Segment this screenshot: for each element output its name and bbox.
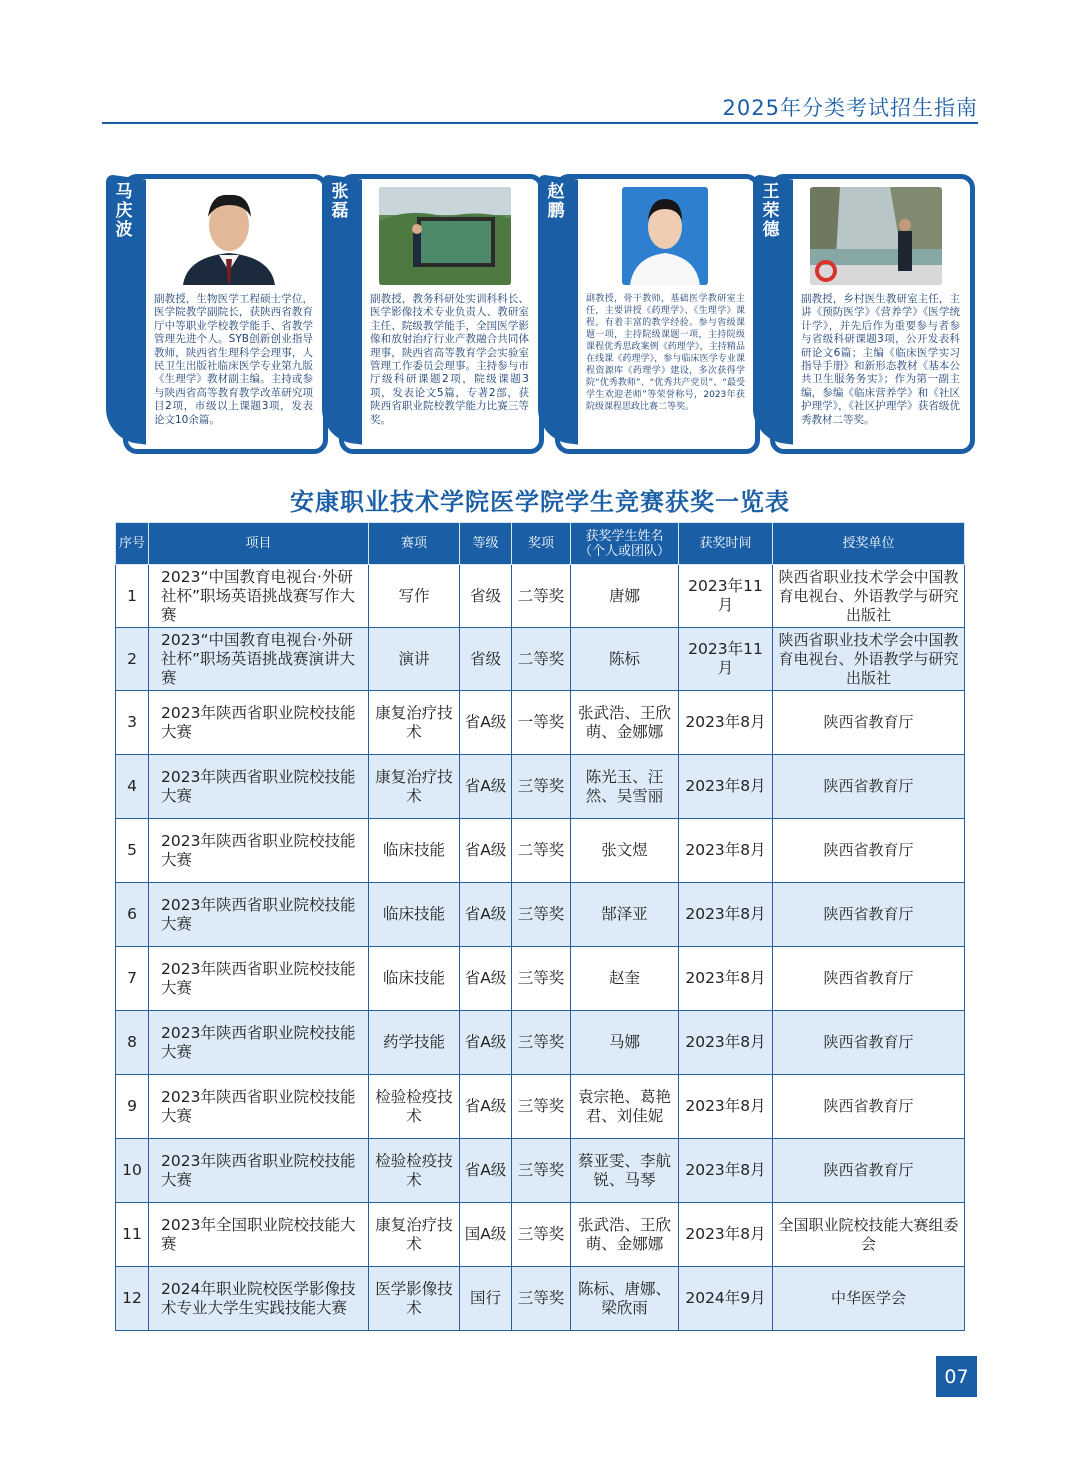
row-number: 1	[116, 565, 149, 628]
row-number: 6	[116, 883, 149, 947]
award-cell: 三等奖	[512, 947, 571, 1011]
header-title: 2025年分类考试招生指南	[722, 96, 978, 120]
event-cell: 检验检疫技术	[369, 1075, 460, 1139]
project-cell: 2023年陕西省职业院校技能大赛	[149, 819, 369, 883]
table-row	[116, 755, 965, 819]
level-cell: 省级	[460, 628, 512, 691]
project-cell: 2023“中国教育电视台·外研社杯”职场英语挑战赛演讲大赛	[149, 628, 369, 691]
row-number: 3	[116, 691, 149, 755]
table-row	[116, 947, 965, 1011]
project-cell: 2023年陕西省职业院校技能大赛	[149, 1011, 369, 1075]
unit-cell: 中华医学会	[773, 1267, 965, 1331]
level-cell: 省A级	[460, 1139, 512, 1203]
faculty-photo	[163, 187, 295, 285]
students-cell: 张文煜	[571, 819, 679, 883]
unit-cell: 陕西省教育厅	[773, 691, 965, 755]
row-number: 2	[116, 628, 149, 691]
unit-cell: 陕西省教育厅	[773, 1139, 965, 1203]
table-row	[116, 1075, 965, 1139]
row-number: 11	[116, 1203, 149, 1267]
award-cell: 二等奖	[512, 628, 571, 691]
header-cell: 序号	[116, 523, 149, 565]
level-cell: 国A级	[460, 1203, 512, 1267]
faculty-photo	[379, 187, 511, 285]
table-row	[116, 628, 965, 691]
faculty-photo	[622, 187, 708, 285]
header-cell: 项目	[149, 523, 369, 565]
header-cell: 奖项	[512, 523, 571, 565]
time-cell: 2023年8月	[679, 1203, 773, 1267]
row-number: 7	[116, 947, 149, 1011]
students-cell: 陈标	[571, 628, 679, 691]
level-cell: 国行	[460, 1267, 512, 1331]
event-cell: 康复治疗技术	[369, 691, 460, 755]
faculty-name: 赵鹏	[547, 182, 565, 221]
students-cell: 马娜	[571, 1011, 679, 1075]
header-cell: 等级	[460, 523, 512, 565]
level-cell: 省A级	[460, 1075, 512, 1139]
time-cell: 2023年8月	[679, 883, 773, 947]
event-cell: 写作	[369, 565, 460, 628]
students-cell: 唐娜	[571, 565, 679, 628]
award-cell: 三等奖	[512, 1139, 571, 1203]
unit-cell: 陕西省教育厅	[773, 819, 965, 883]
unit-cell: 陕西省职业技术学会中国教育电视台、外语教学与研究出版社	[773, 565, 965, 628]
unit-cell: 陕西省教育厅	[773, 947, 965, 1011]
award-cell: 二等奖	[512, 565, 571, 628]
unit-cell: 陕西省教育厅	[773, 883, 965, 947]
level-cell: 省级	[460, 565, 512, 628]
unit-cell: 陕西省教育厅	[773, 1075, 965, 1139]
project-cell: 2023年陕西省职业院校技能大赛	[149, 883, 369, 947]
unit-cell: 陕西省职业技术学会中国教育电视台、外语教学与研究出版社	[773, 628, 965, 691]
event-cell: 医学影像技术	[369, 1267, 460, 1331]
faculty-card	[547, 174, 760, 454]
project-cell: 2023年陕西省职业院校技能大赛	[149, 947, 369, 1011]
unit-cell: 陕西省教育厅	[773, 755, 965, 819]
time-cell: 2023年8月	[679, 691, 773, 755]
header-cell: 获奖时间	[679, 523, 773, 565]
project-cell: 2023年陕西省职业院校技能大赛	[149, 1075, 369, 1139]
table-row	[116, 1139, 965, 1203]
unit-cell: 全国职业院校技能大赛组委会	[773, 1203, 965, 1267]
faculty-bio: 副教授，生物医学工程硕士学位，医学院教学副院长，获陕西省教育厅中等职业学校教学能手、省教学管理先进个人。SYB创新创业指导教师，陕西省生理科学会理事，人民卫生出版社临床医学专业第九版《生理学》教材副主编。主持或参与陕西省高等教育教学改革研究项目2项，市级以上课题3项，发表论文10余篇。	[154, 293, 313, 426]
award-cell: 三等奖	[512, 1267, 571, 1331]
time-cell: 2023年8月	[679, 819, 773, 883]
row-number: 12	[116, 1267, 149, 1331]
faculty-card	[115, 174, 328, 454]
row-number: 8	[116, 1011, 149, 1075]
time-cell: 2023年11月	[679, 628, 773, 691]
page-number: 07	[936, 1356, 977, 1397]
event-cell: 演讲	[369, 628, 460, 691]
students-cell: 陈标、唐娜、梁欣雨	[571, 1267, 679, 1331]
project-cell: 2024年职业院校医学影像技术专业大学生实践技能大赛	[149, 1267, 369, 1331]
event-cell: 临床技能	[369, 819, 460, 883]
awards-table	[115, 522, 965, 1331]
faculty-bio: 副教授，骨干教师，基础医学教研室主任，主要讲授《药理学》、《生理学》课程，有着丰富的教学经验。参与省级课题一项，主持院级课题一项，主持院级课程优秀思政案例《药理学》，主持精品在线课《药理学》，参与临床医学专业课程资源库《药理学》建设，多次获得学院“优秀教师”、“优秀共产党员”、“最受学生欢迎老师”等荣誉称号，2023年获院级课程思政比赛二等奖。	[586, 294, 745, 412]
time-cell: 2024年9月	[679, 1267, 773, 1331]
award-cell: 三等奖	[512, 1075, 571, 1139]
event-cell: 康复治疗技术	[369, 755, 460, 819]
table-row	[116, 1267, 965, 1331]
faculty-photo	[810, 187, 942, 285]
students-cell: 蔡亚雯、李航锐、马琴	[571, 1139, 679, 1203]
faculty-name: 王荣德	[762, 182, 780, 240]
event-cell: 药学技能	[369, 1011, 460, 1075]
table-row	[116, 1011, 965, 1075]
award-cell: 三等奖	[512, 755, 571, 819]
faculty-card	[331, 174, 544, 454]
project-cell: 2023“中国教育电视台·外研社杯”职场英语挑战赛写作大赛	[149, 565, 369, 628]
students-cell: 郜泽亚	[571, 883, 679, 947]
faculty-name: 马庆波	[115, 182, 133, 240]
time-cell: 2023年8月	[679, 1139, 773, 1203]
table-row	[116, 691, 965, 755]
faculty-bio: 副教授，乡村医生教研室主任，主讲《预防医学》《营养学》《医学统计学》，并先后作为重要参与者参与省级科研课题3项，公开发表科研论文6篇；主编《临床医学实习指导手册》和新形态教材《基本公共卫生服务务实》；作为第一副主编，参编《临床营养学》和《社区护理学》，《社区护理学》获省级优秀教材二等奖。	[801, 293, 960, 426]
level-cell: 省A级	[460, 691, 512, 755]
level-cell: 省A级	[460, 755, 512, 819]
header-rule	[102, 122, 978, 124]
row-number: 4	[116, 755, 149, 819]
table-row	[116, 883, 965, 947]
header-cell: 获奖学生姓名（个人或团队）	[571, 523, 679, 565]
level-cell: 省A级	[460, 819, 512, 883]
students-cell: 袁宗艳、葛艳君、刘佳妮	[571, 1075, 679, 1139]
project-cell: 2023年陕西省职业院校技能大赛	[149, 691, 369, 755]
faculty-bio: 副教授，教务科研处实训科科长、医学影像技术专业负责人、教研室主任、院级教学能手，全国医学影像和放射治疗行业产教融合共同体理事，陕西省高等教育学会实验室管理工作委员会理事。主持参与市厅级科研课题2项，院级课题3项，发表论文5篇，专著2部，获陕西省职业院校教学能力比赛三等奖。	[370, 293, 529, 426]
award-cell: 一等奖	[512, 691, 571, 755]
table-title: 安康职业技术学院医学院学生竞赛获奖一览表	[290, 488, 790, 516]
event-cell: 康复治疗技术	[369, 1203, 460, 1267]
award-cell: 三等奖	[512, 883, 571, 947]
time-cell: 2023年8月	[679, 947, 773, 1011]
table-row	[116, 1203, 965, 1267]
event-cell: 临床技能	[369, 947, 460, 1011]
table-header-row	[116, 523, 965, 565]
header-cell: 赛项	[369, 523, 460, 565]
level-cell: 省A级	[460, 947, 512, 1011]
event-cell: 检验检疫技术	[369, 1139, 460, 1203]
time-cell: 2023年8月	[679, 755, 773, 819]
header-cell: 授奖单位	[773, 523, 965, 565]
row-number: 10	[116, 1139, 149, 1203]
time-cell: 2023年11月	[679, 565, 773, 628]
students-cell: 张武浩、王欣萌、金娜娜	[571, 691, 679, 755]
award-cell: 三等奖	[512, 1011, 571, 1075]
faculty-name: 张磊	[331, 182, 349, 221]
table-row	[116, 565, 965, 628]
event-cell: 临床技能	[369, 883, 460, 947]
time-cell: 2023年8月	[679, 1011, 773, 1075]
students-cell: 赵奎	[571, 947, 679, 1011]
award-cell: 三等奖	[512, 1203, 571, 1267]
level-cell: 省A级	[460, 1011, 512, 1075]
project-cell: 2023年全国职业院校技能大赛	[149, 1203, 369, 1267]
students-cell: 陈光玉、汪然、吴雪丽	[571, 755, 679, 819]
row-number: 9	[116, 1075, 149, 1139]
time-cell: 2023年8月	[679, 1075, 773, 1139]
project-cell: 2023年陕西省职业院校技能大赛	[149, 1139, 369, 1203]
award-cell: 二等奖	[512, 819, 571, 883]
project-cell: 2023年陕西省职业院校技能大赛	[149, 755, 369, 819]
unit-cell: 陕西省教育厅	[773, 1011, 965, 1075]
students-cell: 张武浩、王欣萌、金娜娜	[571, 1203, 679, 1267]
table-row	[116, 819, 965, 883]
faculty-card	[762, 174, 975, 454]
row-number: 5	[116, 819, 149, 883]
level-cell: 省A级	[460, 883, 512, 947]
